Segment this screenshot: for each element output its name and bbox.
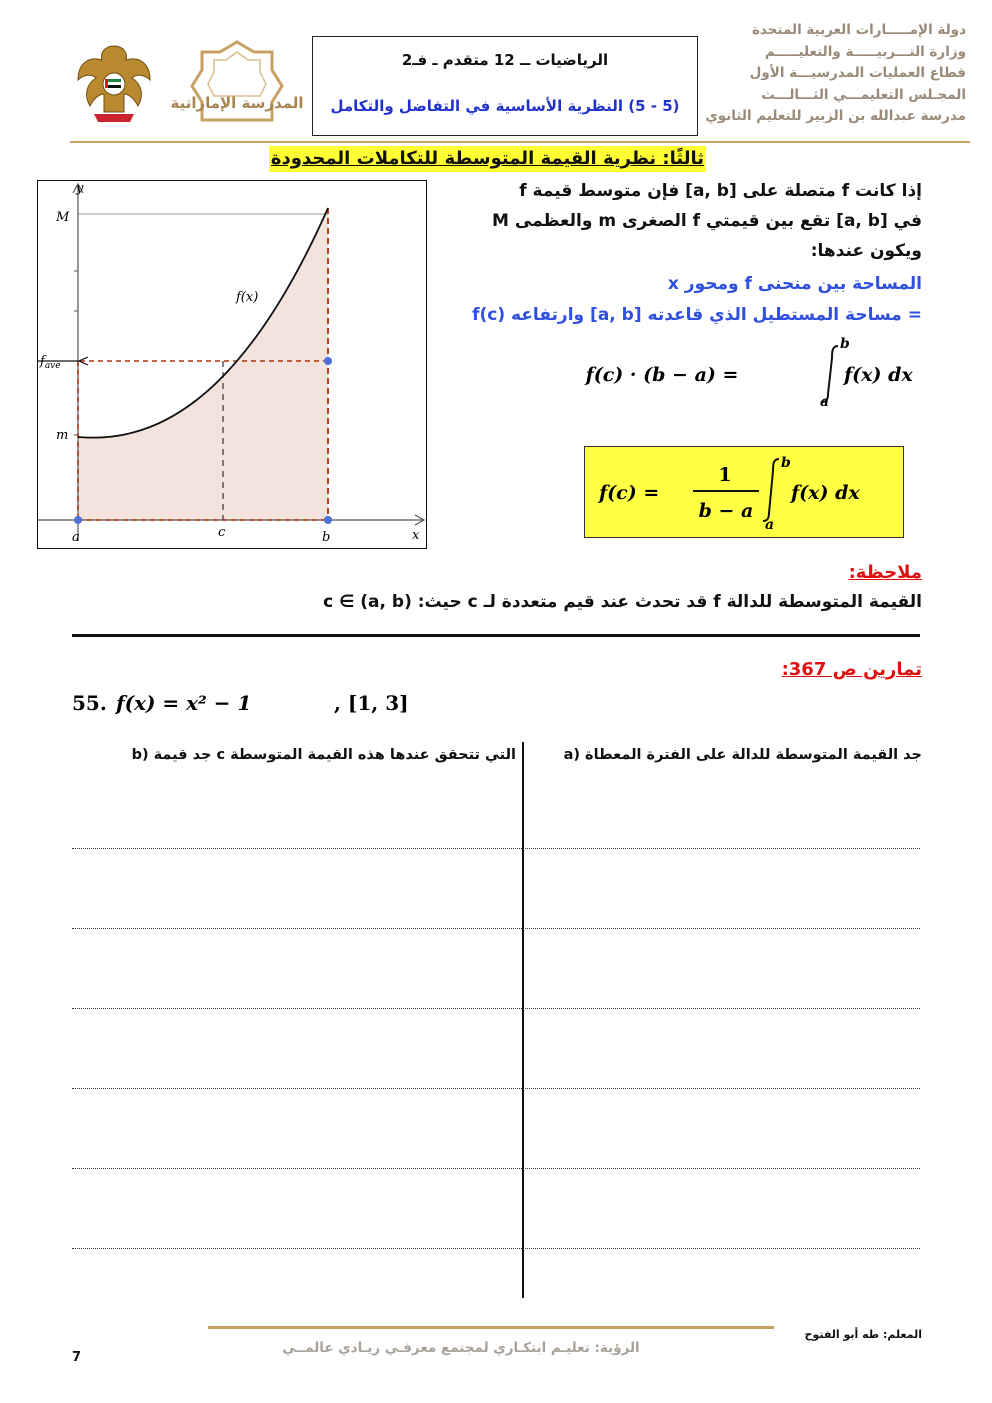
school-logo — [170, 38, 304, 130]
problem-interval: , [1, 3] — [334, 691, 409, 715]
label-b: b — [322, 530, 331, 545]
integral-sign-icon — [763, 459, 779, 521]
point-b-fave — [324, 357, 332, 365]
answer-line[interactable] — [72, 1248, 920, 1249]
fraction-numerator: 1 — [718, 464, 732, 486]
x-axis-label: x — [412, 528, 420, 543]
fave-f: f — [40, 354, 45, 369]
answer-line[interactable] — [72, 1088, 920, 1089]
upper-limit: b — [781, 455, 791, 471]
ministry-line: المجـلس التعليمـــي الثـــالـــث — [761, 86, 966, 103]
y-axis-label: y — [76, 181, 84, 196]
header-divider — [70, 141, 970, 143]
problem-number: 55. — [72, 691, 107, 715]
answer-line[interactable] — [72, 928, 920, 929]
part-a-prompt: a) جد القيمة المتوسطة للدالة على الفترة المعطاة — [563, 747, 922, 763]
label-m: m — [56, 428, 69, 443]
area-formula-lhs: f(c) · (b − a) = — [585, 364, 739, 386]
integrand: f(x) dx — [844, 364, 913, 386]
theorem-line-4: المساحة بين منحنى f ومحور x — [667, 274, 922, 294]
theorem-line-1: إذا كانت f متصلة على [a, b] فإن متوسط قيمة f — [519, 181, 922, 201]
average-value-formula — [585, 447, 903, 537]
footer-divider — [208, 1326, 774, 1329]
section-separator — [72, 634, 920, 637]
integrand: f(x) dx — [791, 482, 860, 504]
uae-emblem-icon — [74, 40, 154, 124]
theorem-line-2: في [a, b] تقع بين قيمتي f الصغرى m والعظمى M — [492, 211, 922, 231]
teacher-name: المعلم: طه أبو الفتوح — [804, 1328, 922, 1341]
area-under-curve — [78, 208, 328, 520]
ministry-line: قطاع العمليات المدرسيـــة الأول — [749, 65, 966, 81]
theorem-line-5: = مساحة المستطيل الذي قاعدته [a, b] وارتفاعه f(c) — [472, 305, 922, 325]
title-box — [312, 36, 698, 136]
answer-line[interactable] — [72, 848, 920, 849]
fraction-denominator: b − a — [698, 500, 754, 522]
mean-value-graph — [37, 180, 427, 549]
average-value-formula-box — [584, 446, 904, 538]
note-text: القيمة المتوسطة للدالة f قد تحدث عند قيم متعددة لـ c حيث: c ∈ (a, b) — [323, 592, 922, 612]
exercises-title: تمارين ص 367: — [781, 659, 922, 680]
problem-55 — [72, 684, 432, 718]
ministry-header — [704, 20, 966, 128]
ministry-line: وزارة التـــربيـــــة والتعليـــــم — [764, 43, 966, 60]
theorem-line-3: ويكون عندها: — [810, 241, 922, 261]
label-fx: f(x) — [236, 290, 259, 305]
label-M: M — [56, 210, 70, 225]
fc-lhs: f(c) = — [599, 482, 660, 504]
fave-sub: ave — [44, 361, 61, 371]
ministry-line: مدرسة عبدالله بن الزبير للتعليم الثانوي — [705, 108, 966, 124]
lesson-title: (5 - 5) النظرية الأساسية في التفاضل والتكامل — [330, 97, 680, 115]
section-title: ثالثًا: نظرية القيمة المتوسطة للتكاملات المحدودة — [269, 146, 706, 172]
lower-limit: a — [820, 394, 830, 410]
answer-column-divider — [522, 742, 524, 1298]
label-a: a — [72, 530, 80, 545]
lower-limit: a — [765, 517, 775, 533]
part-b-prompt: b) جد قيمة c التي تتحقق عندها هذه القيمة المتوسطة — [131, 747, 516, 763]
area-formula — [502, 336, 922, 408]
answer-line[interactable] — [72, 1008, 920, 1009]
page-number: 7 — [72, 1350, 82, 1365]
point-b — [324, 516, 332, 524]
label-fave — [39, 354, 61, 371]
note-title: ملاحظة: — [848, 562, 922, 583]
ministry-line: دولة الإمـــــارات العربية المتحدة — [751, 22, 966, 38]
upper-limit: b — [840, 336, 850, 352]
answer-line[interactable] — [72, 1168, 920, 1169]
course-line: الرياضيات ــ 12 متقدم ـ فـ2 — [401, 51, 609, 69]
label-c: c — [218, 525, 226, 540]
point-a — [74, 516, 82, 524]
vision-statement: الرؤية: تعليـم ابتكـاري لمجتمع معرفـي ريـادي عالمــي — [282, 1340, 640, 1356]
school-logo-text: المدرسة الإماراتية — [170, 94, 304, 112]
problem-function: f(x) = x² − 1 — [116, 691, 252, 715]
